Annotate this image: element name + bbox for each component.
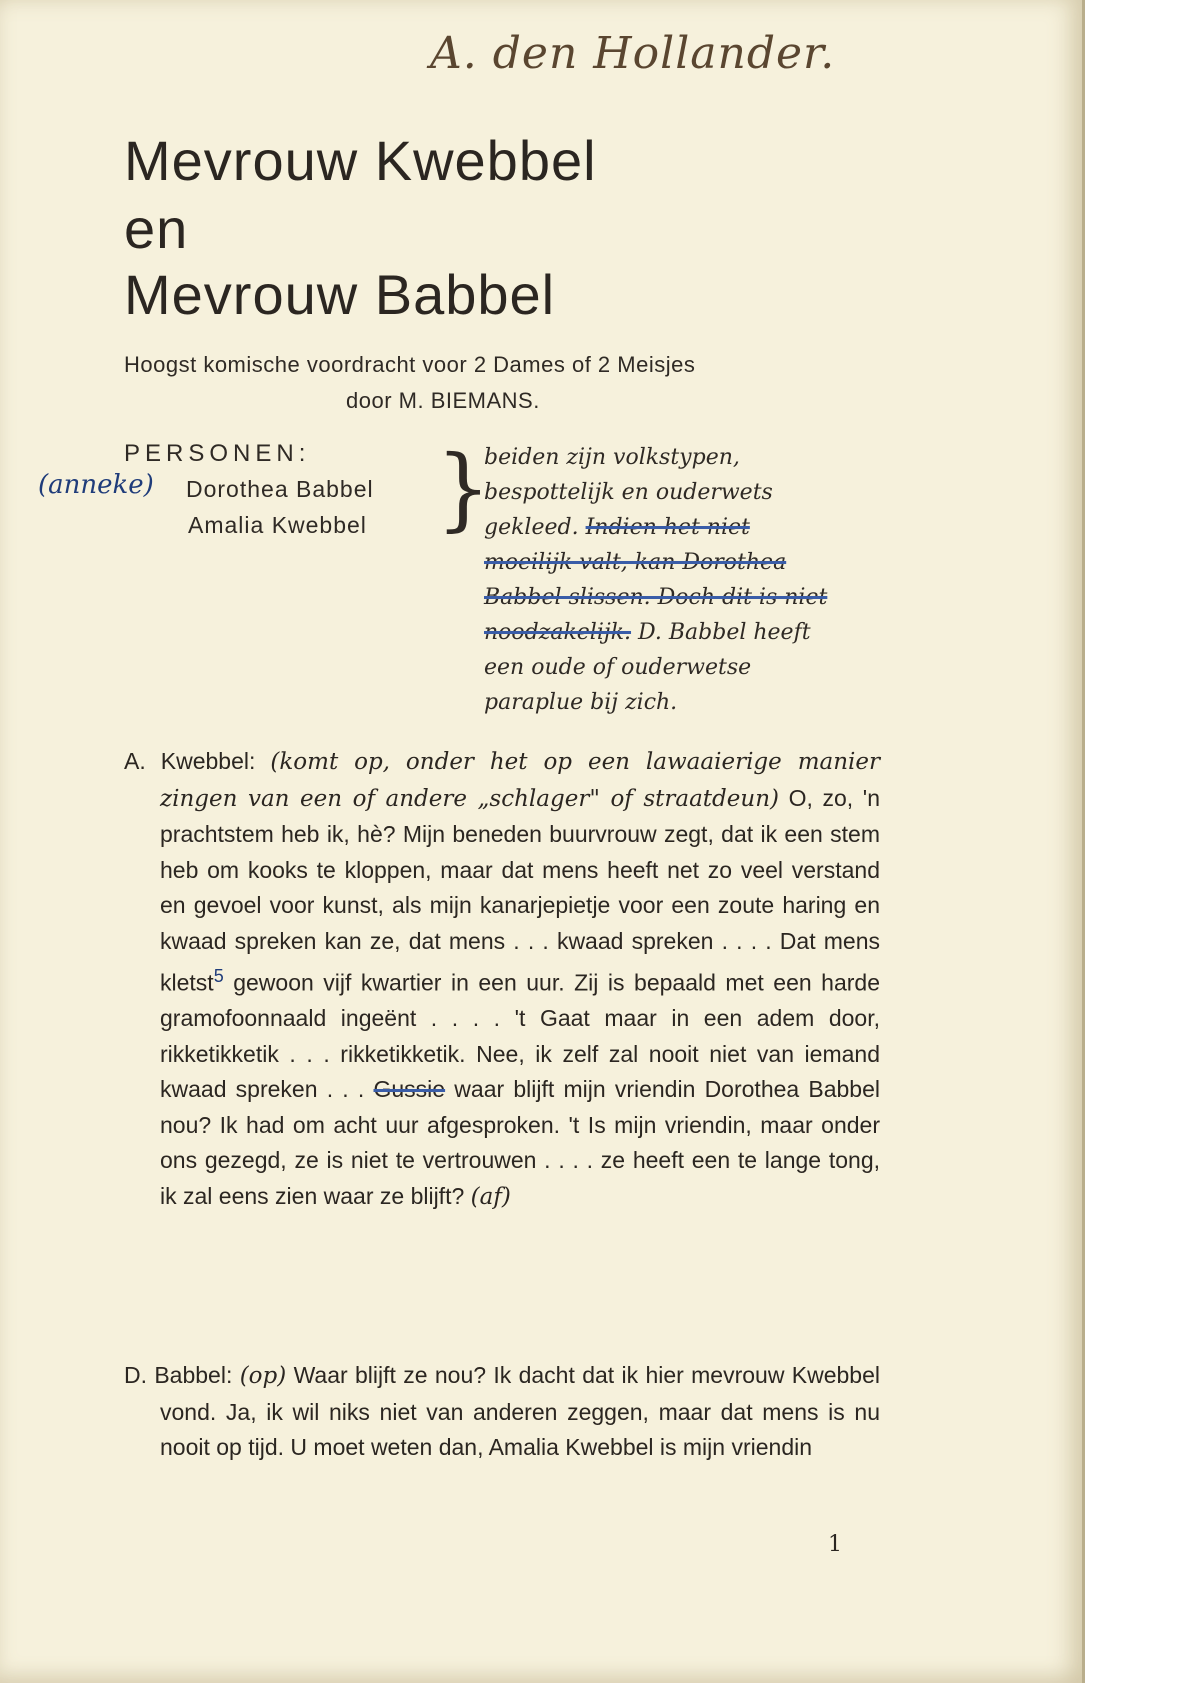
handwritten-annotation: (anneke) bbox=[38, 470, 154, 500]
note-struck-text: Indien het niet moeilijk valt, kan Dorothea Babbel slissen. Doch dit is niet noodzakelijk. bbox=[484, 515, 828, 645]
speaker-name: D. Babbel: bbox=[124, 1362, 233, 1388]
personen-note bbox=[484, 440, 844, 720]
handwritten-signature: A. den Hollander. bbox=[430, 28, 836, 79]
pencil-mark: 5 bbox=[213, 966, 224, 986]
note-intro: beiden zijn volkstypen, bespottelijk en ouderwets gekleed. bbox=[484, 445, 773, 540]
exit-direction: (af) bbox=[470, 1183, 511, 1210]
speech-text: waar blijft mijn vriendin Dorothea Babbel nou? Ik had om acht uur afgesproken. 't Is mijn vriendin, maar onder ons gezegd, ze is niet te vertrouwen . . . . ze heeft een te lange tong, ik zal eens zien waar ze blijft? bbox=[160, 1076, 881, 1209]
speech-text: Waar blijft ze nou? Ik dacht dat ik hier mevrouw Kwebbel vond. Ja, ik wil niks niet van anderen zeggen, maar dat mens is nu nooit op tijd. U moet weten dan, Amalia Kwebbel is mijn vriendin bbox=[160, 1362, 880, 1460]
title-line-1: Mevrouw Kwebbel bbox=[124, 129, 597, 192]
stage-direction: (komt op, onder het op een lawaaierige manier zingen van een of andere „schlager" of straatdeun) bbox=[160, 749, 880, 812]
speech-kwebbel bbox=[124, 744, 880, 1215]
speech-text: gewoon vijf kwartier in een uur. Zij is bepaald met een harde gramofoonnaald ingeënt . . . . 't Gaat maar in een adem door, rikketikketik . . . rikketikketik. Nee, ik zelf zal nooit niet van iemand kwaad spreken . . . bbox=[160, 969, 880, 1103]
title-line-2: en bbox=[124, 197, 189, 260]
curly-brace: } bbox=[436, 436, 491, 542]
page-number: 1 bbox=[828, 1532, 842, 1557]
speech-text: O, zo, 'n prachtstem heb ik, hè? Mijn beneden buurvrouw zegt, dat ik een stem heb om kooks te kloppen, maar dat mens heeft net zo veel verstand en gevoel voor kunst, als mijn kanarjepietje voor een zoute haring en kwaad spreken kan ze, dat mens . . . kwaad spreken . . . . Dat mens kletst bbox=[160, 784, 880, 996]
person-amalia: Amalia Kwebbel bbox=[188, 512, 367, 538]
personen-heading: PERSONEN: bbox=[124, 440, 311, 467]
speaker-name: A. Kwebbel: bbox=[124, 748, 256, 774]
subtitle: Hoogst komische voordracht voor 2 Dames of 2 Meisjes bbox=[124, 352, 696, 377]
speech-babbel bbox=[124, 1358, 880, 1466]
note-rest: D. Babbel heeft een oude of ouderwetse paraplue bij zich. bbox=[484, 620, 811, 715]
struck-word: Gussie bbox=[373, 1076, 446, 1103]
stage-direction: (op) bbox=[239, 1363, 287, 1389]
person-dorothea: Dorothea Babbel bbox=[186, 476, 374, 502]
title-line-3: Mevrouw Babbel bbox=[124, 263, 556, 326]
author-line: door M. BIEMANS. bbox=[346, 388, 540, 413]
